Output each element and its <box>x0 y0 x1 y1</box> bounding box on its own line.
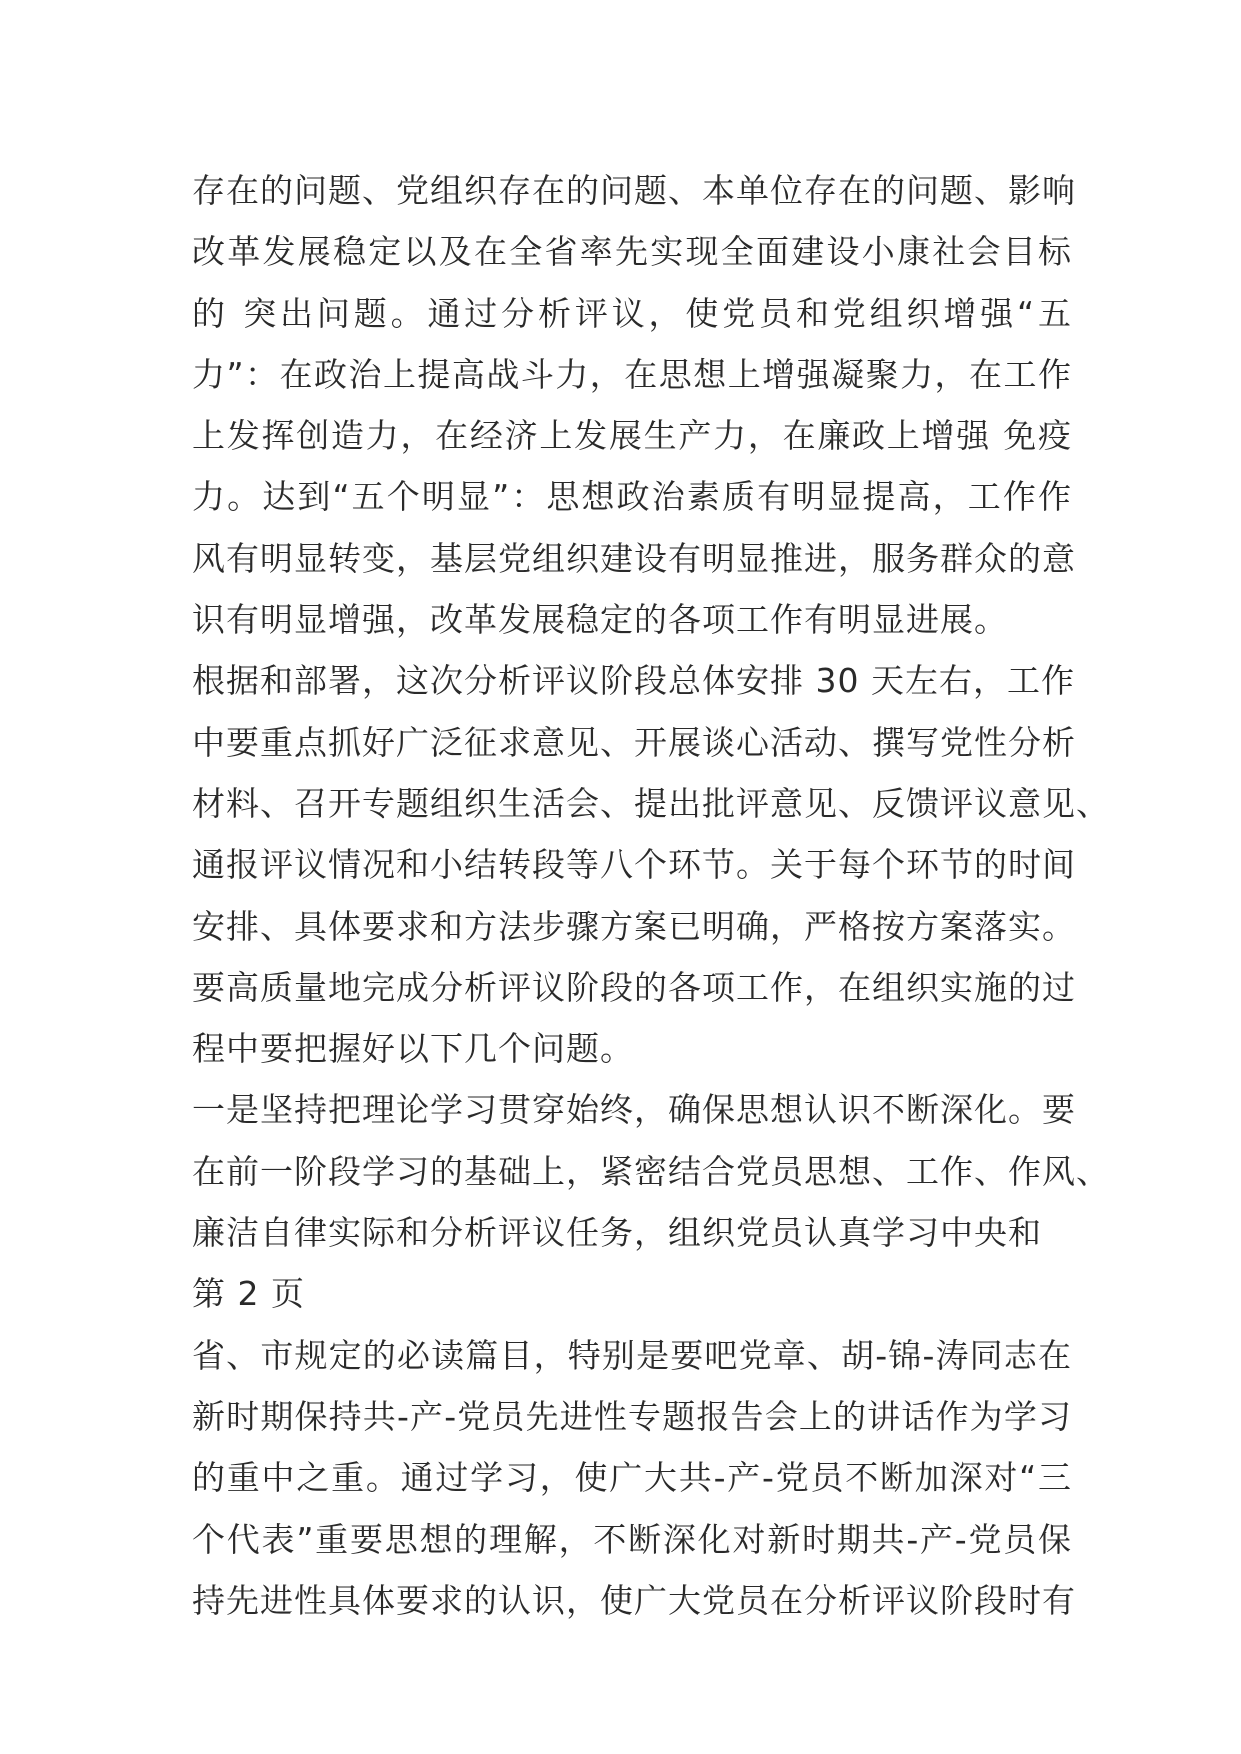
text-line: 材料、召开专题组织生活会、提出批评意见、反馈评议意见、 <box>192 783 1110 823</box>
text-line: 省、市规定的必读篇目，特别是要吧党章、胡-锦-涛同志在 <box>192 1335 1072 1375</box>
document-body <box>192 160 1110 1631</box>
text-line: 程中要把握好以下几个问题。 <box>192 1029 634 1069</box>
text-line: 上发挥创造力，在经济上发展生产力，在廉政上增强 免疫 <box>192 416 1072 456</box>
text-line: 存在的问题、党组织存在的问题、本单位存在的问题、影响 <box>192 171 1076 210</box>
text-line: 持先进性具体要求的认识，使广大党员在分析评议阶段时有 <box>192 1580 1076 1620</box>
text-line: 要高质量地完成分析评议阶段的各项工作，在组织实施的过 <box>192 967 1076 1007</box>
text-line: 力”：在政治上提高战斗力，在思想上增强凝聚力，在工作 <box>192 354 1072 394</box>
text-line: 新时期保持共-产-党员先进性专题报告会上的讲话作为学习 <box>192 1396 1072 1436</box>
text-line: 风有明显转变，基层党组织建设有明显推进，服务群众的意 <box>192 538 1076 578</box>
text-line: 的重中之重。通过学习，使广大共-产-党员不断加深对“三 <box>192 1458 1072 1498</box>
text-line: 改革发展稳定以及在全省率先实现全面建设小康社会目标 <box>192 232 1072 272</box>
text-line: 识有明显增强，改革发展稳定的各项工作有明显进展。 <box>192 600 1008 640</box>
text-line: 根据和部署，这次分析评议阶段总体安排 30 天左右，工作 <box>192 661 1075 701</box>
text-line: 廉洁自律实际和分析评议任务，组织党员认真学习中央和 <box>192 1213 1042 1253</box>
text-line: 力。达到“五个明显”：思想政治素质有明显提高，工作作 <box>192 477 1072 517</box>
text-line: 通报评议情况和小结转段等八个环节。关于每个环节的时间 <box>192 845 1076 885</box>
text-line: 在前一阶段学习的基础上，紧密结合党员思想、工作、作风、 <box>192 1151 1110 1191</box>
text-line: 中要重点抓好广泛征求意见、开展谈心活动、撰写党性分析 <box>192 722 1076 762</box>
text-line: 一是坚持把理论学习贯穿始终，确保思想认识不断深化。要 <box>192 1090 1076 1130</box>
text-line: 安排、具体要求和方法步骤方案已明确，严格按方案落实。 <box>192 906 1076 946</box>
text-line: 的 突出问题。通过分析评议，使党员和党组织增强“五 <box>192 293 1072 333</box>
page-number: 第 2 页 <box>192 1274 305 1314</box>
text-line: 个代表”重要思想的理解，不断深化对新时期共-产-党员保 <box>192 1519 1072 1559</box>
